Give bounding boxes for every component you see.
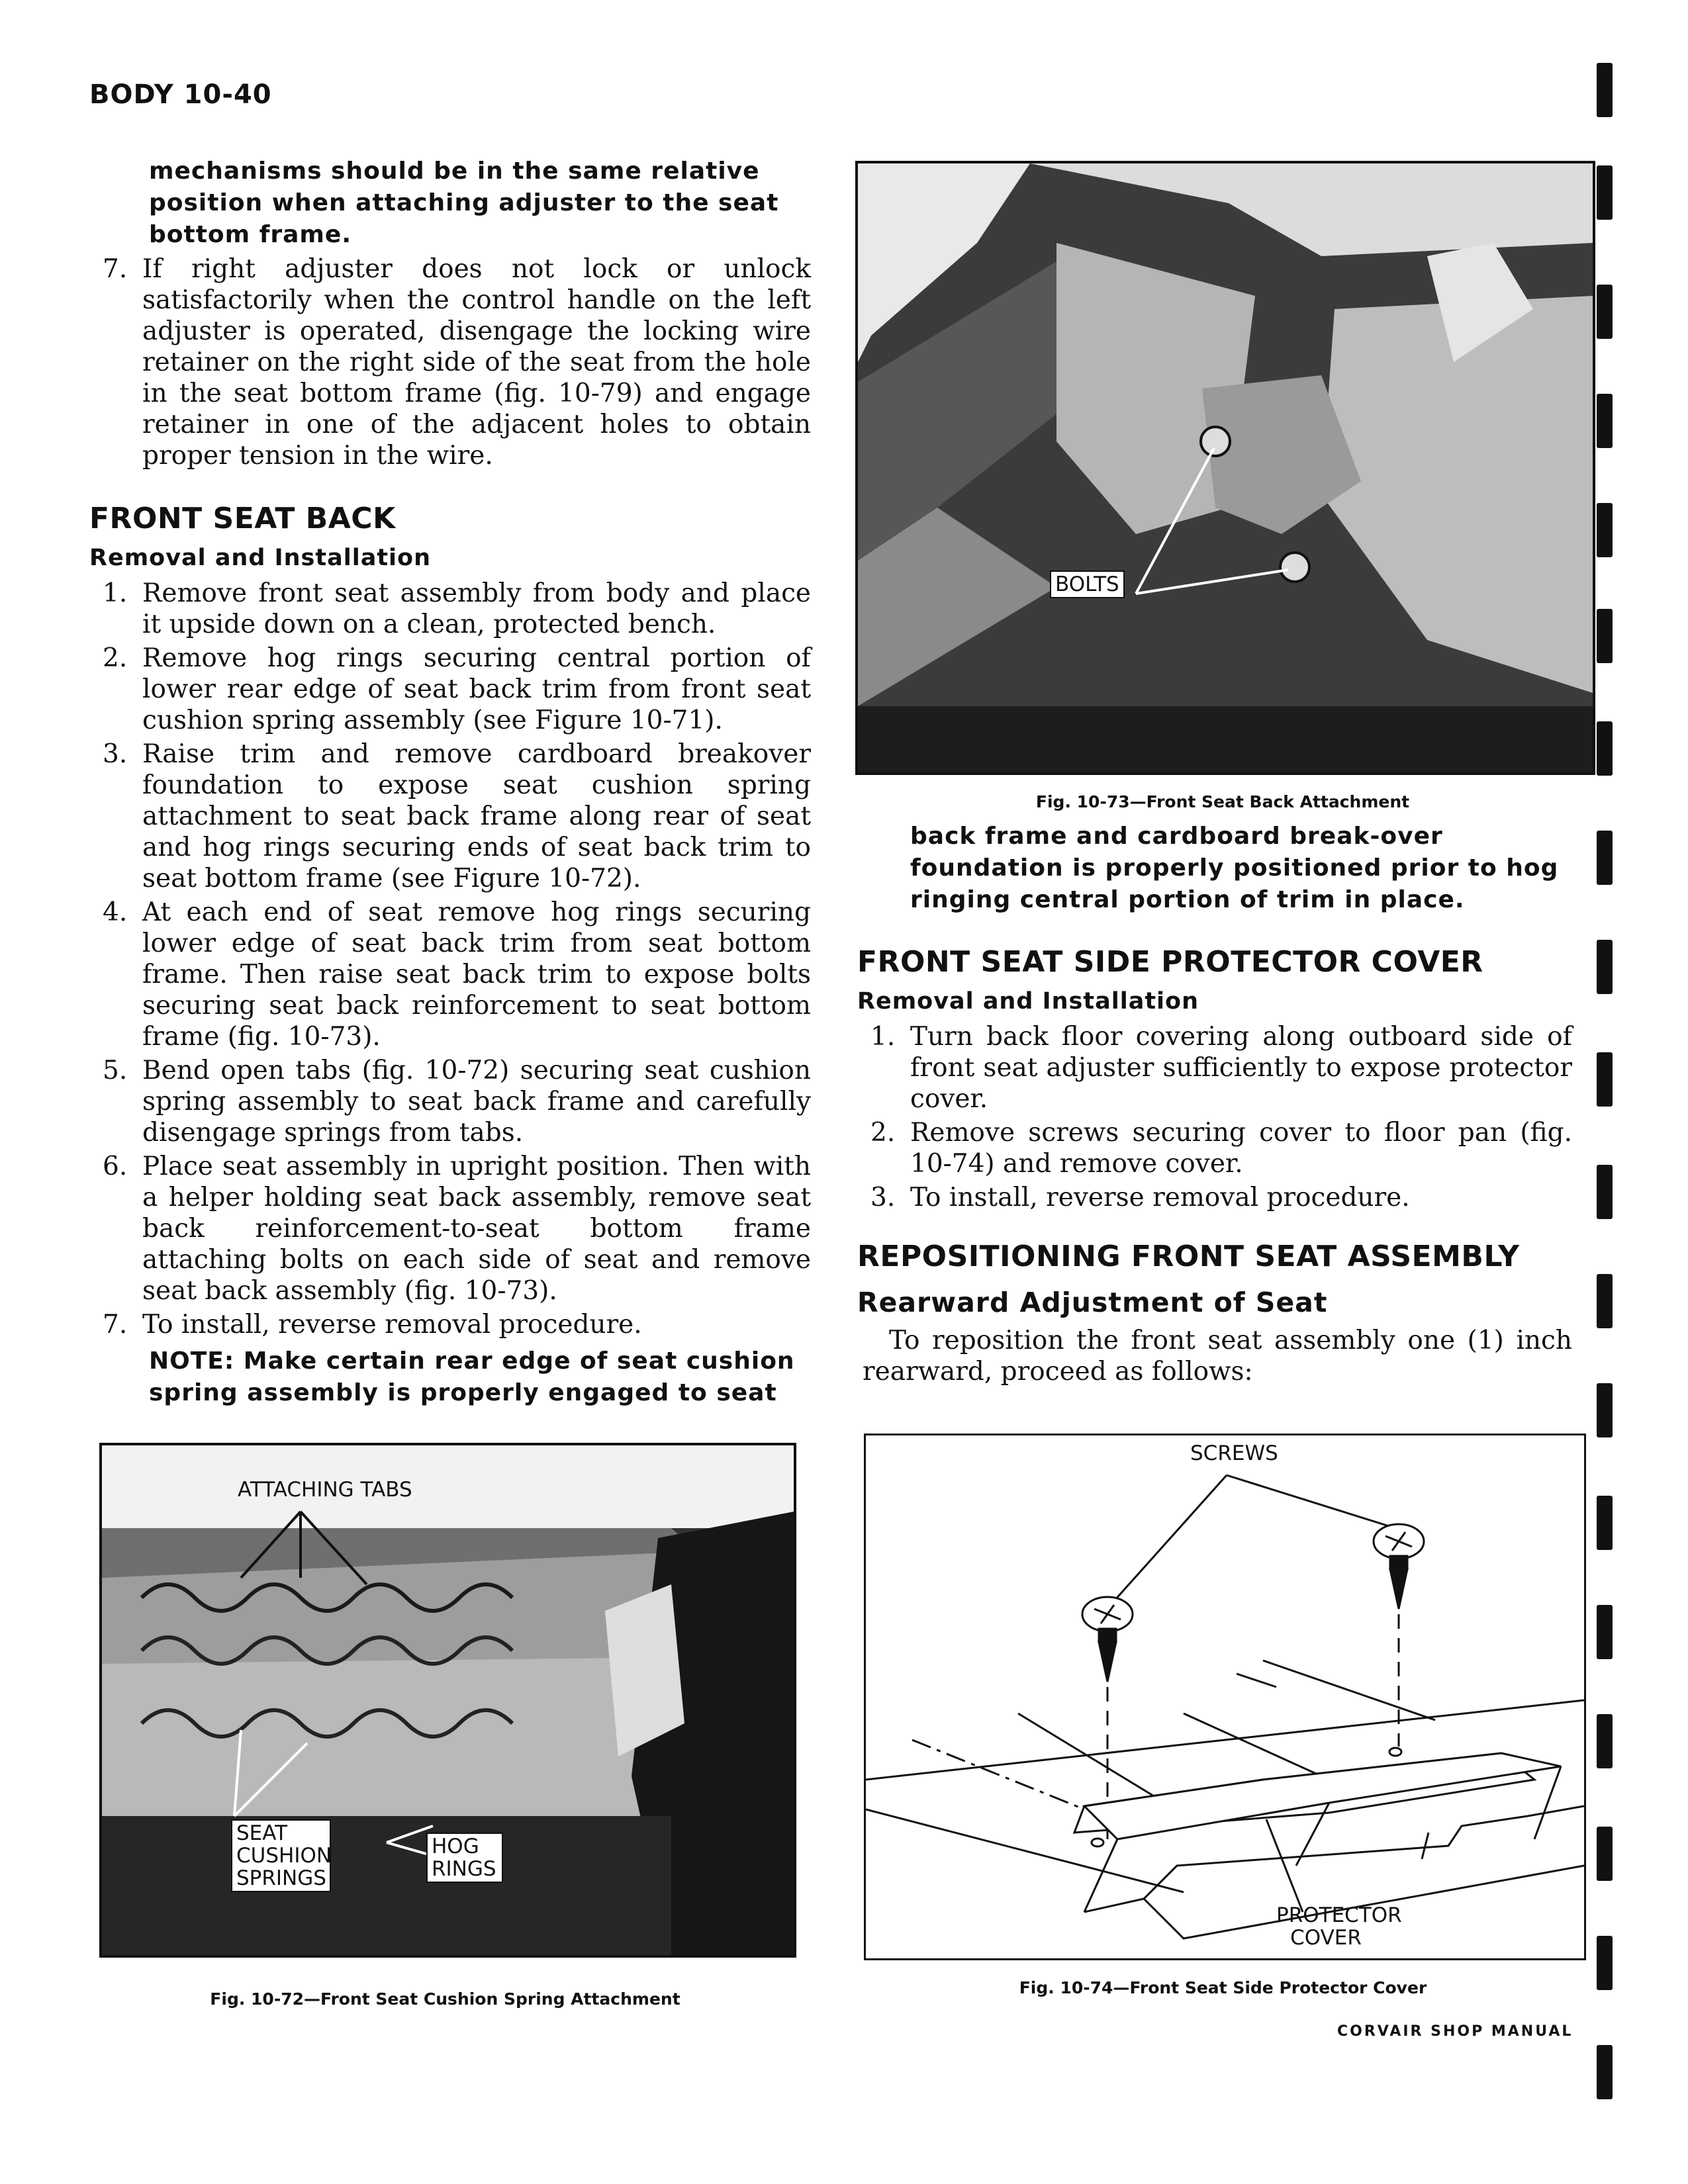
step-text: Remove front seat assembly from body and place it upside down on a clean, protected bench. <box>142 578 811 639</box>
margin-bar <box>1597 285 1613 339</box>
margin-bar <box>1597 1165 1613 1219</box>
right-column <box>857 821 1572 1387</box>
step-number: 1. <box>103 578 128 608</box>
margin-bar <box>1597 1714 1613 1768</box>
label-seat-cushion-springs: SEAT CUSHION SPRINGS <box>231 1819 331 1892</box>
step-number: 7. <box>103 1310 128 1340</box>
margin-bar <box>1597 503 1613 557</box>
step-text: Remove screws securing cover to floor pan (fig. 10-74) and remove cover. <box>910 1118 1572 1179</box>
subsection-title-removal: Removal and Installation <box>89 545 432 571</box>
margin-bar <box>1597 1605 1613 1659</box>
step-number: 4. <box>103 897 128 927</box>
section-title-protector-cover: FRONT SEAT SIDE PROTECTOR COVER <box>857 945 1483 979</box>
footer-text: CORVAIR SHOP MANUAL <box>1337 2023 1573 2040</box>
list-item <box>103 897 811 1052</box>
margin-bar <box>1597 2045 1613 2099</box>
margin-bar <box>1597 1274 1613 1328</box>
section-title-front-seat-back: FRONT SEAT BACK <box>89 502 396 535</box>
list-item <box>103 1151 811 1306</box>
step-text: Raise trim and remove cardboard breakover foundation to expose seat cushion spring attachment to seat back frame along rear of seat and hog rings securing ends of seat back trim to seat bottom frame (see Figure 10-72). <box>142 739 811 893</box>
step-text: Bend open tabs (fig. 10-72) securing seat cushion spring assembly to seat back frame and carefully disengage springs from tabs. <box>142 1056 811 1148</box>
step-text: If right adjuster does not lock or unlock satisfactorily when the control handle on the left adjuster is operated, disengage the locking wire retainer on the right side of the seat from the hole in the seat bottom frame (fig. 10-79) and engage retainer in one of the adjacent holes to obtain proper tension in the wire. <box>142 254 811 471</box>
list-item <box>103 739 811 894</box>
paragraph-reposition: To reposition the front seat assembly one (1) inch rearward, proceed as follows: <box>863 1326 1572 1387</box>
list-item <box>103 578 811 640</box>
margin-bar <box>1597 609 1613 663</box>
margin-bar <box>1597 1827 1613 1881</box>
step-text: To install, reverse removal procedure. <box>910 1183 1410 1212</box>
step-number: 3. <box>870 1183 896 1212</box>
list-item <box>103 643 811 736</box>
margin-bar <box>1597 1052 1613 1107</box>
margin-bar <box>1597 831 1613 885</box>
step-number: 2. <box>103 643 128 673</box>
margin-bar <box>1597 1496 1613 1550</box>
margin-bar <box>1597 1383 1613 1437</box>
list-item <box>870 1117 1572 1179</box>
step-number: 3. <box>103 739 128 769</box>
left-column <box>89 156 811 1409</box>
carryover-step <box>103 253 811 471</box>
margin-bar <box>1597 1936 1613 1990</box>
subsection-title-removal-2: Removal and Installation <box>857 988 1199 1015</box>
step-text: Turn back floor covering along outboard side of front seat adjuster sufficiently to expose protector cover. <box>910 1022 1572 1114</box>
step-number: 2. <box>870 1118 896 1148</box>
list-item <box>103 1055 811 1148</box>
label-hog-rings: HOG RINGS <box>426 1833 503 1883</box>
figure-10-73 <box>855 161 1595 775</box>
list-item <box>870 1182 1572 1213</box>
protector-cover-drawing <box>866 1435 1584 1958</box>
page-header: BODY 10-40 <box>89 79 272 110</box>
note-continued: back frame and cardboard break-over foundation is properly positioned prior to hog ringing central portion of trim in place. <box>910 823 1559 913</box>
step-text: Place seat assembly in upright position. Then with a helper holding seat back assembly, remove seat back reinforcement-to-seat bottom frame attaching bolts on each side of seat and remove seat back assembly (fig. 10-73). <box>142 1152 811 1306</box>
seat-back-photo <box>858 163 1593 772</box>
figure-10-74 <box>864 1433 1586 1960</box>
margin-bar <box>1597 721 1613 776</box>
subsection-title-rearward: Rearward Adjustment of Seat <box>857 1287 1328 1318</box>
list-item <box>870 1021 1572 1115</box>
step-text: At each end of seat remove hog rings securing lower edge of seat back trim from seat bottom frame. Then raise seat back trim to expose bolts securing seat back reinforcement to seat bottom frame (fig. 10-73). <box>142 897 811 1052</box>
step-number: 6. <box>103 1152 128 1181</box>
carryover-note: mechanisms should be in the same relative position when attaching adjuster to the seat bottom frame. <box>149 158 779 248</box>
section-title-repositioning: REPOSITIONING FRONT SEAT ASSEMBLY <box>857 1240 1520 1273</box>
list-item <box>103 1309 811 1340</box>
label-protector-cover: PROTECTOR COVER <box>1276 1903 1402 1950</box>
label-bolts: BOLTS <box>1050 570 1125 598</box>
caption-fig-10-74: Fig. 10-74—Front Seat Side Protector Cover <box>1019 1978 1427 1997</box>
step-text: Remove hog rings securing central portion of lower rear edge of seat back trim from front seat cushion spring assembly (see Figure 10-71). <box>142 643 811 735</box>
margin-bar <box>1597 394 1613 448</box>
step-number: 1. <box>870 1022 896 1052</box>
margin-bar <box>1597 165 1613 220</box>
margin-bar <box>1597 940 1613 994</box>
label-screws: SCREWS <box>1190 1441 1278 1465</box>
figure-10-72 <box>99 1443 796 1958</box>
caption-fig-10-73: Fig. 10-73—Front Seat Back Attachment <box>1035 792 1410 811</box>
label-attaching-tabs: ATTACHING TABS <box>238 1478 412 1502</box>
margin-bar <box>1597 63 1613 117</box>
step-number: 5. <box>103 1056 128 1085</box>
caption-fig-10-72: Fig. 10-72—Front Seat Cushion Spring Attachment <box>210 1989 680 2009</box>
step-text: To install, reverse removal procedure. <box>142 1310 642 1340</box>
step-number: 7. <box>103 254 128 284</box>
note: NOTE: Make certain rear edge of seat cushion spring assembly is properly engaged to seat <box>149 1347 795 1406</box>
